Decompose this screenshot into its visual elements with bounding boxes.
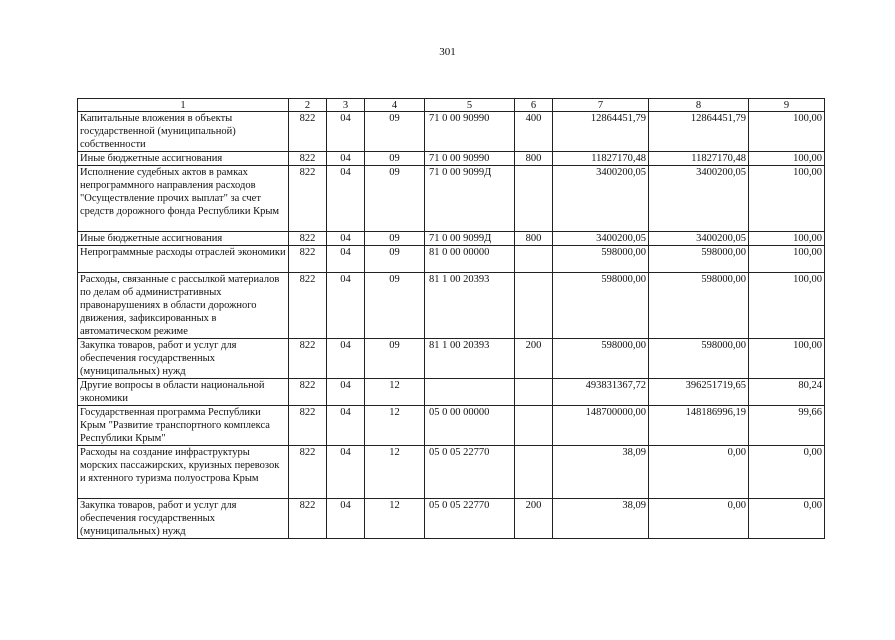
row-name: Иные бюджетные ассигнования <box>78 152 289 166</box>
section-code: 04 <box>327 152 365 166</box>
planned-amount: 3400200,05 <box>553 232 649 246</box>
row-name: Расходы, связанные с рассылкой материалов по делам об административных правонарушениях в области дорожного движения, зафиксированных в автоматическом режиме <box>78 273 289 339</box>
planned-amount: 148700000,00 <box>553 406 649 446</box>
execution-percent: 100,00 <box>749 339 825 379</box>
grbs-code: 822 <box>289 166 327 232</box>
actual-amount: 396251719,65 <box>649 379 749 406</box>
target-article-code <box>425 379 515 406</box>
grbs-code: 822 <box>289 232 327 246</box>
subsection-code: 09 <box>365 232 425 246</box>
planned-amount: 38,09 <box>553 446 649 499</box>
budget-table <box>77 98 825 539</box>
table-row <box>78 112 825 152</box>
grbs-code: 822 <box>289 446 327 499</box>
execution-percent: 80,24 <box>749 379 825 406</box>
row-name: Закупка товаров, работ и услуг для обеспечения государственных (муниципальных) нужд <box>78 339 289 379</box>
section-code: 04 <box>327 112 365 152</box>
actual-amount: 0,00 <box>649 499 749 539</box>
expense-type-code: 400 <box>515 112 553 152</box>
target-article-code: 71 0 00 9099Д <box>425 166 515 232</box>
target-article-code: 71 0 00 90990 <box>425 112 515 152</box>
actual-amount: 12864451,79 <box>649 112 749 152</box>
execution-percent: 0,00 <box>749 446 825 499</box>
actual-amount: 598000,00 <box>649 273 749 339</box>
execution-percent: 100,00 <box>749 152 825 166</box>
expense-type-code: 200 <box>515 339 553 379</box>
section-code: 04 <box>327 499 365 539</box>
expense-type-code <box>515 446 553 499</box>
expense-type-code: 800 <box>515 232 553 246</box>
row-name: Расходы на создание инфраструктуры морских пассажирских, круизных перевозок и яхтенного туризма полуострова Крым <box>78 446 289 499</box>
row-name: Государственная программа Республики Крым "Развитие транспортного комплекса Республики Крым" <box>78 406 289 446</box>
planned-amount: 598000,00 <box>553 339 649 379</box>
column-header: 3 <box>327 99 365 112</box>
target-article-code: 81 0 00 00000 <box>425 246 515 273</box>
section-code: 04 <box>327 232 365 246</box>
table-row <box>78 499 825 539</box>
row-name: Другие вопросы в области национальной экономики <box>78 379 289 406</box>
target-article-code: 05 0 00 00000 <box>425 406 515 446</box>
subsection-code: 12 <box>365 446 425 499</box>
actual-amount: 3400200,05 <box>649 232 749 246</box>
section-code: 04 <box>327 166 365 232</box>
grbs-code: 822 <box>289 112 327 152</box>
table-row <box>78 246 825 273</box>
column-header: 6 <box>515 99 553 112</box>
section-code: 04 <box>327 273 365 339</box>
grbs-code: 822 <box>289 246 327 273</box>
table-row <box>78 446 825 499</box>
planned-amount: 11827170,48 <box>553 152 649 166</box>
grbs-code: 822 <box>289 339 327 379</box>
row-name: Капитальные вложения в объекты государственной (муниципальной) собственности <box>78 112 289 152</box>
grbs-code: 822 <box>289 152 327 166</box>
column-header: 8 <box>649 99 749 112</box>
page-number: 301 <box>439 46 456 58</box>
subsection-code: 09 <box>365 152 425 166</box>
target-article-code: 81 1 00 20393 <box>425 339 515 379</box>
execution-percent: 0,00 <box>749 499 825 539</box>
target-article-code: 71 0 00 90990 <box>425 152 515 166</box>
grbs-code: 822 <box>289 499 327 539</box>
actual-amount: 148186996,19 <box>649 406 749 446</box>
table-row <box>78 152 825 166</box>
subsection-code: 12 <box>365 499 425 539</box>
section-code: 04 <box>327 246 365 273</box>
subsection-code: 09 <box>365 166 425 232</box>
actual-amount: 3400200,05 <box>649 166 749 232</box>
expense-type-code: 200 <box>515 499 553 539</box>
table-row <box>78 406 825 446</box>
section-code: 04 <box>327 446 365 499</box>
actual-amount: 598000,00 <box>649 339 749 379</box>
column-header: 2 <box>289 99 327 112</box>
execution-percent: 100,00 <box>749 232 825 246</box>
row-name: Непрограммные расходы отраслей экономики <box>78 246 289 273</box>
grbs-code: 822 <box>289 379 327 406</box>
table-row <box>78 273 825 339</box>
execution-percent: 100,00 <box>749 273 825 339</box>
subsection-code: 09 <box>365 246 425 273</box>
target-article-code: 71 0 00 9099Д <box>425 232 515 246</box>
execution-percent: 100,00 <box>749 112 825 152</box>
expense-type-code: 800 <box>515 152 553 166</box>
section-code: 04 <box>327 339 365 379</box>
column-header: 7 <box>553 99 649 112</box>
subsection-code: 09 <box>365 112 425 152</box>
planned-amount: 38,09 <box>553 499 649 539</box>
subsection-code: 09 <box>365 273 425 339</box>
column-header: 4 <box>365 99 425 112</box>
section-code: 04 <box>327 406 365 446</box>
subsection-code: 12 <box>365 379 425 406</box>
planned-amount: 598000,00 <box>553 246 649 273</box>
grbs-code: 822 <box>289 273 327 339</box>
row-name: Исполнение судебных актов в рамках непрограммного направления расходов "Осуществление прочих выплат" за счет средств дорожного фонда Республики Крым <box>78 166 289 232</box>
column-header: 1 <box>78 99 289 112</box>
actual-amount: 0,00 <box>649 446 749 499</box>
expense-type-code <box>515 406 553 446</box>
planned-amount: 598000,00 <box>553 273 649 339</box>
row-name: Иные бюджетные ассигнования <box>78 232 289 246</box>
expense-type-code <box>515 273 553 339</box>
target-article-code: 05 0 05 22770 <box>425 446 515 499</box>
actual-amount: 11827170,48 <box>649 152 749 166</box>
expense-type-code <box>515 166 553 232</box>
execution-percent: 100,00 <box>749 166 825 232</box>
column-header: 9 <box>749 99 825 112</box>
row-name: Закупка товаров, работ и услуг для обеспечения государственных (муниципальных) нужд <box>78 499 289 539</box>
planned-amount: 12864451,79 <box>553 112 649 152</box>
execution-percent: 99,66 <box>749 406 825 446</box>
grbs-code: 822 <box>289 406 327 446</box>
planned-amount: 493831367,72 <box>553 379 649 406</box>
table-row <box>78 379 825 406</box>
table-row <box>78 166 825 232</box>
target-article-code: 81 1 00 20393 <box>425 273 515 339</box>
table-row <box>78 232 825 246</box>
header-row <box>78 99 825 112</box>
column-header: 5 <box>425 99 515 112</box>
execution-percent: 100,00 <box>749 246 825 273</box>
target-article-code: 05 0 05 22770 <box>425 499 515 539</box>
expense-type-code <box>515 379 553 406</box>
subsection-code: 12 <box>365 406 425 446</box>
table-row <box>78 339 825 379</box>
section-code: 04 <box>327 379 365 406</box>
planned-amount: 3400200,05 <box>553 166 649 232</box>
subsection-code: 09 <box>365 339 425 379</box>
actual-amount: 598000,00 <box>649 246 749 273</box>
expense-type-code <box>515 246 553 273</box>
